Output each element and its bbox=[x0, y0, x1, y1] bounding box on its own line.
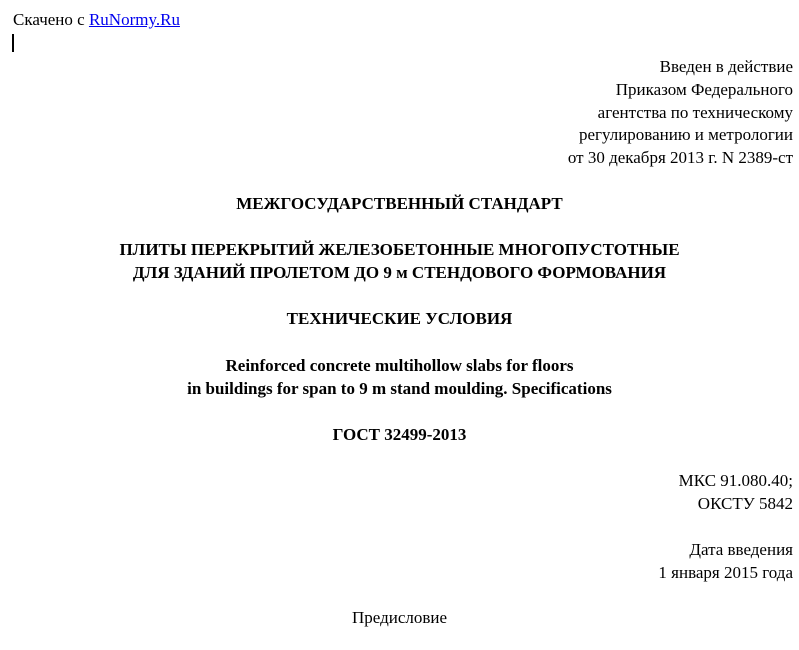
okstu-code: ОКСТУ 5842 bbox=[697, 494, 793, 513]
enactment-line: Введен в действие bbox=[659, 57, 793, 76]
mks-code: МКС 91.080.40; bbox=[678, 471, 793, 490]
enactment-line: от 30 декабря 2013 г. N 2389-ст bbox=[567, 148, 793, 168]
document-title bbox=[0, 238, 799, 284]
title-line-1: ПЛИТЫ ПЕРЕКРЫТИЙ ЖЕЛЕЗОБЕТОННЫЕ МНОГОПУСТОТНЫЕ bbox=[119, 240, 680, 259]
introduction-date-block bbox=[658, 538, 793, 584]
enactment-line: Приказом Федерального bbox=[615, 79, 793, 99]
text-cursor bbox=[12, 34, 14, 52]
foreword-heading: Предисловие bbox=[351, 608, 448, 627]
english-title-line-1: Reinforced concrete multihollow slabs for floors bbox=[225, 356, 574, 375]
enactment-block bbox=[568, 56, 793, 170]
english-title-line-2: in buildings for span to 9 m stand moulding. Specifications bbox=[187, 379, 612, 398]
english-title bbox=[0, 354, 799, 400]
classifiers-block bbox=[679, 469, 793, 515]
source-link[interactable]: RuNormy.Ru bbox=[88, 10, 180, 29]
document-subtitle: ТЕХНИЧЕСКИЕ УСЛОВИЯ bbox=[286, 309, 513, 328]
standard-type-heading: МЕЖГОСУДАРСТВЕННЫЙ СТАНДАРТ bbox=[236, 194, 563, 213]
introduction-date-value: 1 января 2015 года bbox=[658, 563, 793, 582]
enactment-line: регулированию и метрологии bbox=[578, 125, 793, 145]
enactment-line: агентства по техническому bbox=[597, 102, 793, 122]
title-line-2: ДЛЯ ЗДАНИЙ ПРОЛЕТОМ ДО 9 м СТЕНДОВОГО ФОРМОВАНИЯ bbox=[132, 263, 667, 282]
standard-designation: ГОСТ 32499-2013 bbox=[332, 425, 467, 444]
introduction-date-label: Дата введения bbox=[689, 540, 793, 559]
source-prefix: Скачено с bbox=[13, 10, 85, 29]
source-line bbox=[13, 9, 180, 31]
